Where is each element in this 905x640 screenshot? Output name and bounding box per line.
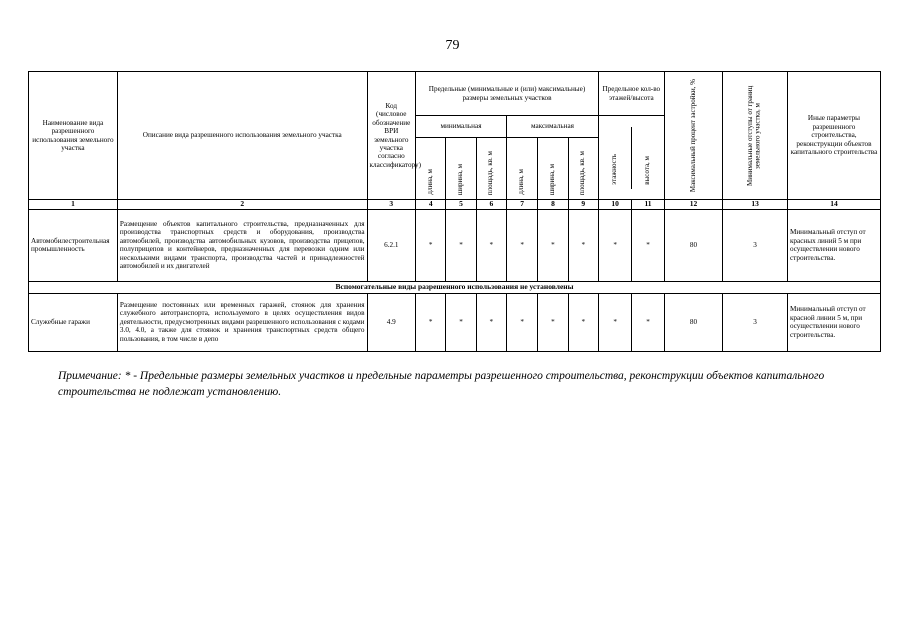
header-max-length: длина, м (506, 138, 537, 200)
column-number: 14 (787, 200, 880, 210)
header-size-group: Предельные (минимальные и (или) максимальные) размеры земельных участков (416, 72, 599, 116)
row-min-setback: 3 (723, 209, 788, 281)
header-min-area: площадь, кв. м (476, 138, 506, 200)
footnote: Примечание: * - Предельные размеры земельных участков и предельные параметры разрешенного строительства, реконструкции объектов капитального строительства не подлежат установлению. (58, 370, 825, 398)
section-title: Вспомогательные виды разрешенного использования не установлены (29, 281, 881, 293)
row-description: Размещение объектов капитального строительства, предназначенных для производства транспортных средств и оборудования, производства автомобилей, производства автомобильных кузовов, производства прицепов, полуприцепов и контейнеров, предназначенных для перевозки одним или несколькими видами транспорта, производства частей и принадлежностей автомобилей и их двигателей (117, 209, 367, 281)
row-max-percent: 80 (664, 293, 723, 351)
table-row (29, 293, 881, 351)
header-max-width: ширина, м (538, 138, 568, 200)
row-floors: * (598, 209, 631, 281)
row-min-length: * (416, 209, 446, 281)
column-number: 2 (117, 200, 367, 210)
header-min: минимальная (416, 116, 507, 138)
column-number: 9 (568, 200, 598, 210)
column-number: 3 (367, 200, 416, 210)
header-floors-group: Предельное кол-во этажей/высота (598, 72, 664, 116)
column-number: 8 (538, 200, 568, 210)
header-other: Иные параметры разрешенного строительства, реконструкции объектов капитального строительства (787, 72, 880, 200)
row-min-width: * (446, 293, 476, 351)
row-height: * (632, 209, 664, 281)
header-max-percent-text: Максимальный процент застройки, % (688, 78, 697, 193)
row-max-length: * (506, 209, 537, 281)
row-code: 4.9 (367, 293, 416, 351)
row-other: Минимальный отступ от красной линии 5 м, при осуществлении нового строительства. (787, 293, 880, 351)
header-min-length: длина, м (416, 138, 446, 200)
row-min-width: * (446, 209, 476, 281)
row-max-length: * (506, 293, 537, 351)
row-code: 6.2.1 (367, 209, 416, 281)
header-min-setback (723, 72, 788, 200)
column-number: 6 (476, 200, 506, 210)
header-height: высота, м (642, 155, 651, 185)
header-max: максимальная (506, 116, 598, 138)
header-max-percent (664, 72, 723, 200)
page-number: 79 (445, 38, 460, 53)
row-description: Размещение постоянных или временных гаражей, стоянок для хранения служебного автотранспорта, используемого в целях осуществления видов деятельности, предусмотренных видами разрешенного использования с кодами 3.0, 4.0, а также для стоянок и хранения транспортных средств общего пользования, в том числе в депо (117, 293, 367, 351)
header-min-setback-text: Минимальные отступы от границ земельного участка, м (746, 85, 763, 186)
row-max-area: * (568, 209, 598, 281)
row-name: Служебные гаражи (29, 293, 118, 351)
column-number: 13 (723, 200, 788, 210)
column-number: 11 (632, 200, 664, 210)
row-name: Автомобилестроительная промышленность (29, 209, 118, 281)
row-floors: * (598, 293, 631, 351)
row-min-area: * (476, 293, 506, 351)
row-max-percent: 80 (664, 209, 723, 281)
table-row (29, 209, 881, 281)
header-min-width: ширина, м (446, 138, 476, 200)
row-min-setback: 3 (723, 293, 788, 351)
header-floors-blank (598, 116, 664, 200)
header-max-area: площадь, кв. м (568, 138, 598, 200)
row-max-width: * (538, 293, 568, 351)
column-number: 1 (29, 200, 118, 210)
column-number: 4 (416, 200, 446, 210)
header-name: Наименование вида разрешенного использования земельного участка (29, 72, 118, 200)
row-max-width: * (538, 209, 568, 281)
column-number: 12 (664, 200, 723, 210)
column-number-row (29, 200, 881, 210)
column-number: 7 (506, 200, 537, 210)
header-description: Описание вида разрешенного использования земельного участка (117, 72, 367, 200)
column-number: 10 (598, 200, 631, 210)
header-code: Код (числовое обозначение ВРИ земельного участка согласно классификатору) (367, 72, 416, 200)
land-use-table (28, 71, 881, 352)
row-height: * (632, 293, 664, 351)
row-max-area: * (568, 293, 598, 351)
row-min-length: * (416, 293, 446, 351)
row-min-area: * (476, 209, 506, 281)
header-floors: этажность (610, 153, 619, 185)
column-number: 5 (446, 200, 476, 210)
section-row (29, 281, 881, 293)
row-other: Минимальный отступ от красных линий 5 м при осуществлении нового строительства. (787, 209, 880, 281)
